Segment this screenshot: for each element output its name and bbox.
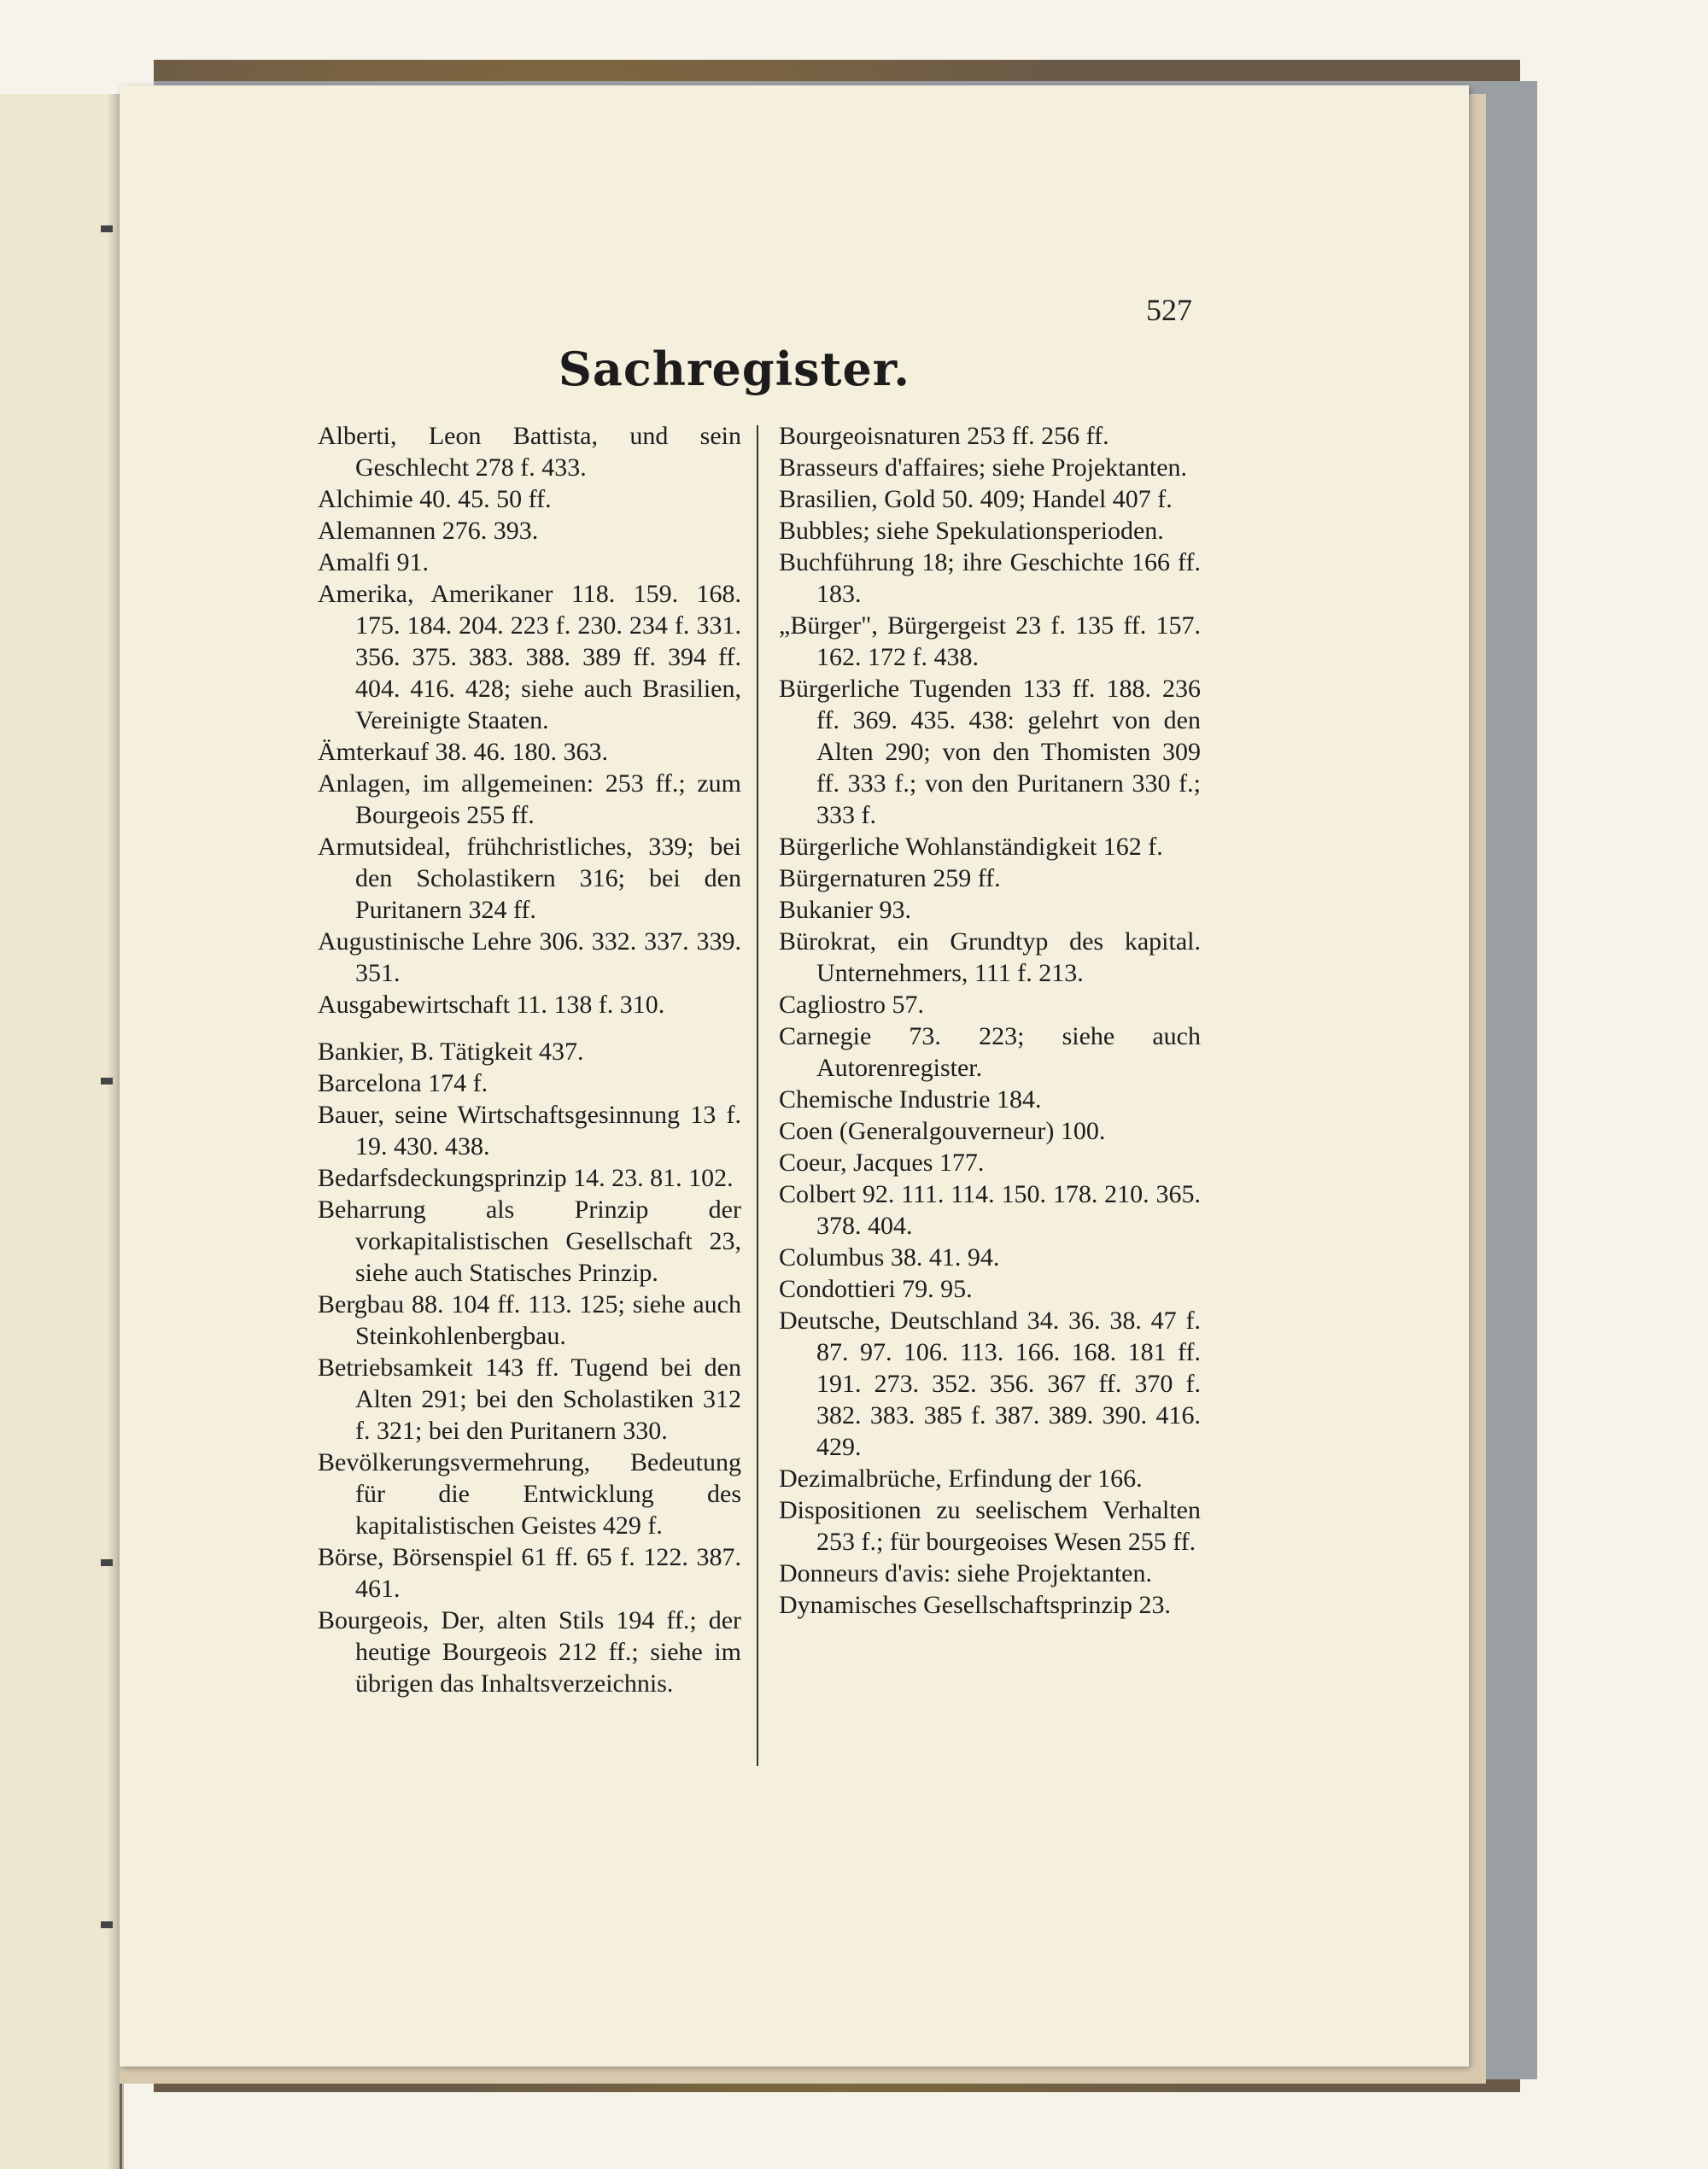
index-entry: Bürgerliche Tugenden 133 ff. 188. 236 ff. 369. 435. 438: gelehrt von den Alten 290; von den Thomisten 309 ff. 333 f.; von den Puritanern 330 f.; 333 f. (779, 675, 1201, 829)
index-entry: Bergbau 88. 104 ff. 113. 125; siehe auch Steinkohlenbergbau. (318, 1290, 741, 1350)
binding-stitch (101, 225, 113, 232)
left-page-edge (0, 94, 122, 2169)
index-entry: Augustinische Lehre 306. 332. 337. 339. 351. (318, 927, 741, 987)
index-entry: Condottieri 79. 95. (779, 1275, 973, 1303)
index-entry: Amerika, Amerikaner 118. 159. 168. 175. 184. 204. 223 f. 230. 234 f. 331. 356. 375. 383. 388. 389 ff. 394 ff. 404. 416. 428; siehe auch Brasilien, Vereinigte Staaten. (318, 580, 741, 734)
index-entry: Donneurs d'avis: siehe Projektanten. (779, 1559, 1152, 1587)
index-entry: Coen (Generalgouverneur) 100. (779, 1117, 1106, 1145)
index-entry: Barcelona 174 f. (318, 1069, 488, 1097)
index-entry: Bürgerliche Wohlanständigkeit 162 f. (779, 833, 1163, 861)
index-entry: Brasilien, Gold 50. 409; Handel 407 f. (779, 485, 1173, 513)
index-column-left (318, 420, 741, 1699)
index-entry: Ämterkauf 38. 46. 180. 363. (318, 738, 608, 766)
index-entry: Bürokrat, ein Grundtyp des kapital. Unternehmers, 111 f. 213. (779, 927, 1201, 987)
index-entry: Armutsideal, frühchristliches, 339; bei den Scholastikern 316; bei den Puritanern 324 ff. (318, 833, 741, 924)
index-entry: Anlagen, im allgemeinen: 253 ff.; zum Bourgeois 255 ff. (318, 769, 741, 829)
index-entry: Dynamisches Gesellschaftsprinzip 23. (779, 1591, 1172, 1619)
binding-stitch (101, 1559, 113, 1566)
index-entry: Chemische Industrie 184. (779, 1085, 1042, 1114)
column-divider (757, 425, 758, 1766)
index-entry: Börse, Börsenspiel 61 ff. 65 f. 122. 387. 461. (318, 1543, 741, 1603)
index-entry: Alemannen 276. 393. (318, 517, 539, 545)
index-entry: Bevölkerungsvermehrung, Bedeutung für die Entwicklung des kapitalistischen Geistes 429 f. (318, 1448, 741, 1540)
index-entry: Deutsche, Deutschland 34. 36. 38. 47 f. 87. 97. 106. 113. 166. 168. 181 ff. 191. 273. 352. 356. 367 ff. 370 f. 382. 383. 385 f. 387. 389. 390. 416. 429. (779, 1307, 1201, 1461)
index-entry: Bourgeoisnaturen 253 ff. 256 ff. (779, 422, 1109, 450)
index-column-right (779, 420, 1201, 1621)
index-entry: Bauer, seine Wirtschaftsgesinnung 13 f. 19. 430. 438. (318, 1101, 741, 1161)
index-entry: Carnegie 73. 223; siehe auch Autorenregister. (779, 1022, 1201, 1082)
index-entry: Dispositionen zu seelischem Verhalten 253 f.; für bourgeoises Wesen 255 ff. (779, 1496, 1201, 1556)
index-entry: Betriebsamkeit 143 ff. Tugend bei den Alten 291; bei den Scholastiken 312 f. 321; bei den Puritanern 330. (318, 1353, 741, 1445)
binding-stitch (101, 1078, 113, 1084)
index-entry: Colbert 92. 111. 114. 150. 178. 210. 365. 378. 404. (779, 1180, 1201, 1240)
index-entry: Bankier, B. Tätigkeit 437. (318, 1038, 584, 1066)
index-entry: Bürgernaturen 259 ff. (779, 864, 1001, 892)
index-entry: Dezimalbrüche, Erfindung der 166. (779, 1465, 1143, 1493)
page-number: 527 (1146, 293, 1192, 327)
index-entry: Bedarfsdeckungsprinzip 14. 23. 81. 102. (318, 1164, 734, 1192)
index-entry: Cagliostro 57. (779, 991, 924, 1019)
index-entry: Bubbles; siehe Spekulationsperioden. (779, 517, 1164, 545)
index-entry: Ausgabewirtschaft 11. 138 f. 310. (318, 991, 665, 1019)
index-entry: Brasseurs d'affaires; siehe Projektanten. (779, 453, 1188, 482)
page-title: Sachregister. (558, 342, 911, 396)
index-entry: Beharrung als Prinzip der vorkapitalistischen Gesellschaft 23, siehe auch Statisches Prinzip. (318, 1196, 741, 1287)
index-entry: Columbus 38. 41. 94. (779, 1243, 1000, 1272)
index-entry: „Bürger", Bürgergeist 23 f. 135 ff. 157. 162. 172 f. 438. (779, 611, 1201, 671)
index-entry: Amalfi 91. (318, 548, 429, 576)
index-entry: Coeur, Jacques 177. (779, 1149, 985, 1177)
binding-stitch (101, 1921, 113, 1928)
index-entry: Alchimie 40. 45. 50 ff. (318, 485, 552, 513)
index-entry: Bourgeois, Der, alten Stils 194 ff.; der heutige Bourgeois 212 ff.; siehe im übrigen das Inhaltsverzeichnis. (318, 1606, 741, 1698)
index-entry: Bukanier 93. (779, 896, 911, 924)
index-entry: Alberti, Leon Battista, und sein Geschlecht 278 f. 433. (318, 422, 741, 482)
index-entry: Buchführung 18; ihre Geschichte 166 ff. 183. (779, 548, 1201, 608)
